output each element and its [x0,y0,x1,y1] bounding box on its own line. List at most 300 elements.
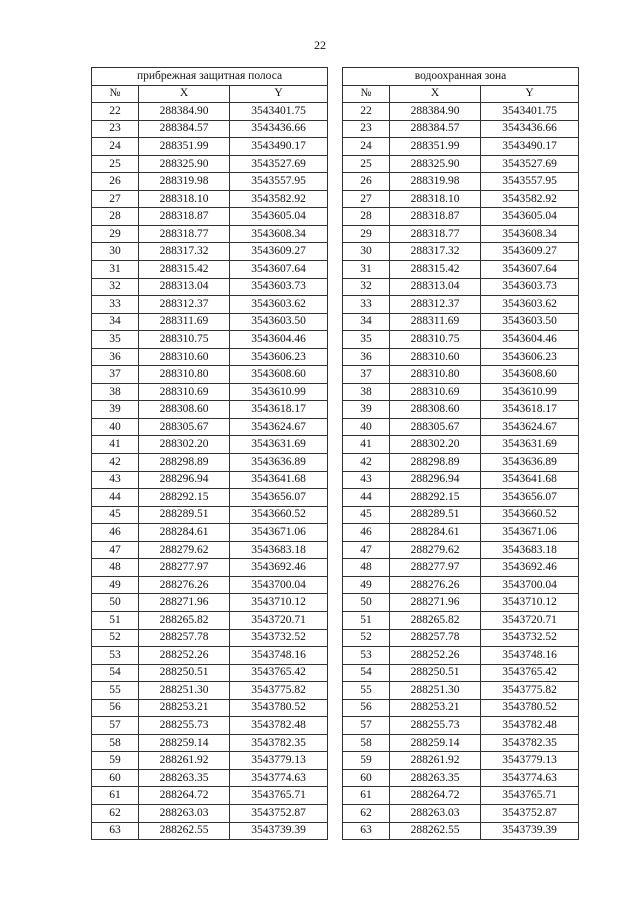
y-coordinate-cell: 3543700.04 [230,576,328,594]
point-number-cell: 42 [343,454,390,472]
table-row [343,173,579,191]
table-row [92,594,328,612]
table-title-row [92,68,328,86]
table-row [92,559,328,577]
y-coordinate-cell: 3543765.42 [481,664,579,682]
table-row [343,822,579,840]
point-number-cell: 31 [92,261,139,279]
table-row [92,524,328,542]
y-coordinate-cell: 3543610.99 [481,383,579,401]
table-row [343,804,579,822]
point-number-cell: 52 [92,629,139,647]
table-row [92,787,328,805]
x-coordinate-cell: 288252.26 [139,647,230,665]
point-number-cell: 44 [343,489,390,507]
table-row [343,366,579,384]
point-number-cell: 28 [343,208,390,226]
x-coordinate-cell: 288292.15 [139,489,230,507]
point-number-cell: 59 [92,752,139,770]
x-coordinate-cell: 288250.51 [390,664,481,682]
point-number-cell: 27 [92,190,139,208]
table-row [92,804,328,822]
point-number-cell: 61 [343,787,390,805]
y-coordinate-cell: 3543732.52 [230,629,328,647]
point-number-cell: 58 [343,734,390,752]
table-row [343,261,579,279]
x-coordinate-cell: 288318.77 [390,225,481,243]
table-row [343,278,579,296]
y-coordinate-cell: 3543739.39 [481,822,579,840]
x-coordinate-cell: 288313.04 [390,278,481,296]
point-number-cell: 25 [343,155,390,173]
table-row [92,261,328,279]
y-coordinate-cell: 3543401.75 [481,103,579,121]
table-row [92,506,328,524]
point-number-cell: 36 [343,348,390,366]
x-coordinate-cell: 288384.90 [139,103,230,121]
table-row [343,734,579,752]
point-number-cell: 33 [92,296,139,314]
point-number-cell: 34 [343,313,390,331]
point-number-cell: 63 [92,822,139,840]
y-coordinate-cell: 3543606.23 [481,348,579,366]
column-header-y: Y [481,85,579,103]
y-coordinate-cell: 3543782.35 [481,734,579,752]
x-coordinate-cell: 288308.60 [390,401,481,419]
y-coordinate-cell: 3543765.71 [230,787,328,805]
column-header-y: Y [230,85,328,103]
x-coordinate-cell: 288317.32 [390,243,481,261]
point-number-cell: 44 [92,489,139,507]
y-coordinate-cell: 3543779.13 [230,752,328,770]
table-row [343,576,579,594]
table-row [343,769,579,787]
x-coordinate-cell: 288261.92 [390,752,481,770]
point-number-cell: 58 [92,734,139,752]
x-coordinate-cell: 288265.82 [390,611,481,629]
x-coordinate-cell: 288264.72 [139,787,230,805]
table-row [343,524,579,542]
x-coordinate-cell: 288310.75 [139,331,230,349]
point-number-cell: 55 [343,682,390,700]
x-coordinate-cell: 288319.98 [390,173,481,191]
point-number-cell: 38 [343,383,390,401]
y-coordinate-cell: 3543782.48 [481,717,579,735]
point-number-cell: 50 [343,594,390,612]
table-row [92,717,328,735]
x-coordinate-cell: 288325.90 [139,155,230,173]
table-row [343,190,579,208]
table-row [343,436,579,454]
y-coordinate-cell: 3543624.67 [481,418,579,436]
y-coordinate-cell: 3543748.16 [230,647,328,665]
x-coordinate-cell: 288261.92 [139,752,230,770]
point-number-cell: 22 [92,103,139,121]
y-coordinate-cell: 3543618.17 [481,401,579,419]
table-row [92,366,328,384]
table-row [92,471,328,489]
point-number-cell: 45 [92,506,139,524]
table-row [343,471,579,489]
point-number-cell: 63 [343,822,390,840]
table-title: водоохранная зона [343,68,579,86]
x-coordinate-cell: 288317.32 [139,243,230,261]
table-header-row [343,85,579,103]
table-row [92,120,328,138]
x-coordinate-cell: 288310.75 [390,331,481,349]
x-coordinate-cell: 288312.37 [390,296,481,314]
table-row [92,138,328,156]
y-coordinate-cell: 3543610.99 [230,383,328,401]
point-number-cell: 57 [343,717,390,735]
y-coordinate-cell: 3543609.27 [230,243,328,261]
x-coordinate-cell: 288263.35 [139,769,230,787]
table-row [92,208,328,226]
point-number-cell: 32 [343,278,390,296]
table-row [343,418,579,436]
y-coordinate-cell: 3543608.34 [481,225,579,243]
x-coordinate-cell: 288284.61 [390,524,481,542]
table-row [343,506,579,524]
x-coordinate-cell: 288311.69 [390,313,481,331]
table-title: прибрежная защитная полоса [92,68,328,86]
point-number-cell: 23 [343,120,390,138]
y-coordinate-cell: 3543608.60 [481,366,579,384]
point-number-cell: 41 [92,436,139,454]
table-row [343,629,579,647]
point-number-cell: 28 [92,208,139,226]
y-coordinate-cell: 3543692.46 [481,559,579,577]
table-row [343,383,579,401]
y-coordinate-cell: 3543775.82 [230,682,328,700]
x-coordinate-cell: 288298.89 [390,454,481,472]
point-number-cell: 62 [92,804,139,822]
y-coordinate-cell: 3543436.66 [481,120,579,138]
table-row [92,647,328,665]
x-coordinate-cell: 288276.26 [390,576,481,594]
table-row [92,664,328,682]
y-coordinate-cell: 3543603.73 [230,278,328,296]
point-number-cell: 50 [92,594,139,612]
y-coordinate-cell: 3543780.52 [230,699,328,717]
x-coordinate-cell: 288311.69 [139,313,230,331]
x-coordinate-cell: 288251.30 [139,682,230,700]
point-number-cell: 24 [92,138,139,156]
table-row [92,822,328,840]
y-coordinate-cell: 3543779.13 [481,752,579,770]
y-coordinate-cell: 3543631.69 [481,436,579,454]
x-coordinate-cell: 288318.87 [139,208,230,226]
y-coordinate-cell: 3543624.67 [230,418,328,436]
table-row [92,769,328,787]
point-number-cell: 30 [343,243,390,261]
point-number-cell: 54 [343,664,390,682]
point-number-cell: 43 [343,471,390,489]
x-coordinate-cell: 288264.72 [390,787,481,805]
table-row [343,331,579,349]
y-coordinate-cell: 3543436.66 [230,120,328,138]
x-coordinate-cell: 288262.55 [390,822,481,840]
point-number-cell: 26 [92,173,139,191]
table-title-row [343,68,579,86]
y-coordinate-cell: 3543765.42 [230,664,328,682]
y-coordinate-cell: 3543582.92 [230,190,328,208]
x-coordinate-cell: 288257.78 [139,629,230,647]
y-coordinate-cell: 3543557.95 [481,173,579,191]
x-coordinate-cell: 288298.89 [139,454,230,472]
x-coordinate-cell: 288310.69 [139,383,230,401]
point-number-cell: 39 [92,401,139,419]
point-number-cell: 46 [343,524,390,542]
table-row [343,225,579,243]
x-coordinate-cell: 288271.96 [390,594,481,612]
x-coordinate-cell: 288289.51 [139,506,230,524]
y-coordinate-cell: 3543604.46 [230,331,328,349]
y-coordinate-cell: 3543606.23 [230,348,328,366]
table-row [92,541,328,559]
table-row [343,313,579,331]
point-number-cell: 56 [343,699,390,717]
x-coordinate-cell: 288351.99 [139,138,230,156]
x-coordinate-cell: 288252.26 [390,647,481,665]
point-number-cell: 47 [92,541,139,559]
table-row [343,138,579,156]
table-row [92,155,328,173]
point-number-cell: 55 [92,682,139,700]
point-number-cell: 62 [343,804,390,822]
x-coordinate-cell: 288318.77 [139,225,230,243]
x-coordinate-cell: 288250.51 [139,664,230,682]
y-coordinate-cell: 3543710.12 [481,594,579,612]
x-coordinate-cell: 288296.94 [139,471,230,489]
x-coordinate-cell: 288253.21 [390,699,481,717]
point-number-cell: 60 [92,769,139,787]
y-coordinate-cell: 3543710.12 [230,594,328,612]
table-row [92,454,328,472]
table-row [92,383,328,401]
x-coordinate-cell: 288319.98 [139,173,230,191]
x-coordinate-cell: 288284.61 [139,524,230,542]
point-number-cell: 39 [343,401,390,419]
coastal-protective-strip-table [91,67,328,840]
column-header-x: X [139,85,230,103]
table-row [92,418,328,436]
x-coordinate-cell: 288255.73 [390,717,481,735]
table-row [343,208,579,226]
table-row [92,752,328,770]
table-row [343,243,579,261]
y-coordinate-cell: 3543752.87 [230,804,328,822]
y-coordinate-cell: 3543720.71 [481,611,579,629]
x-coordinate-cell: 288263.03 [139,804,230,822]
point-number-cell: 51 [92,611,139,629]
point-number-cell: 46 [92,524,139,542]
y-coordinate-cell: 3543752.87 [481,804,579,822]
point-number-cell: 27 [343,190,390,208]
table-row [343,682,579,700]
y-coordinate-cell: 3543671.06 [481,524,579,542]
point-number-cell: 48 [343,559,390,577]
y-coordinate-cell: 3543656.07 [230,489,328,507]
table-row [92,313,328,331]
x-coordinate-cell: 288271.96 [139,594,230,612]
point-number-cell: 31 [343,261,390,279]
y-coordinate-cell: 3543780.52 [481,699,579,717]
table-row [343,401,579,419]
y-coordinate-cell: 3543603.50 [481,313,579,331]
table-row [343,717,579,735]
y-coordinate-cell: 3543774.63 [230,769,328,787]
point-number-cell: 47 [343,541,390,559]
point-number-cell: 37 [343,366,390,384]
x-coordinate-cell: 288315.42 [390,261,481,279]
y-coordinate-cell: 3543748.16 [481,647,579,665]
table-row [92,489,328,507]
y-coordinate-cell: 3543683.18 [230,541,328,559]
point-number-cell: 26 [343,173,390,191]
point-number-cell: 32 [92,278,139,296]
table-row [343,594,579,612]
point-number-cell: 59 [343,752,390,770]
point-number-cell: 60 [343,769,390,787]
table-row [92,243,328,261]
y-coordinate-cell: 3543671.06 [230,524,328,542]
point-number-cell: 29 [92,225,139,243]
table-row [92,173,328,191]
table-row [92,190,328,208]
x-coordinate-cell: 288289.51 [390,506,481,524]
table-row [92,103,328,121]
point-number-cell: 34 [92,313,139,331]
table-row [92,225,328,243]
y-coordinate-cell: 3543775.82 [481,682,579,700]
x-coordinate-cell: 288259.14 [390,734,481,752]
y-coordinate-cell: 3543608.34 [230,225,328,243]
x-coordinate-cell: 288292.15 [390,489,481,507]
table-row [343,752,579,770]
table-row [343,699,579,717]
x-coordinate-cell: 288308.60 [139,401,230,419]
x-coordinate-cell: 288279.62 [390,541,481,559]
table-row [92,401,328,419]
x-coordinate-cell: 288257.78 [390,629,481,647]
x-coordinate-cell: 288315.42 [139,261,230,279]
x-coordinate-cell: 288310.80 [390,366,481,384]
y-coordinate-cell: 3543774.63 [481,769,579,787]
y-coordinate-cell: 3543603.50 [230,313,328,331]
x-coordinate-cell: 288277.97 [139,559,230,577]
y-coordinate-cell: 3543656.07 [481,489,579,507]
point-number-cell: 52 [343,629,390,647]
point-number-cell: 53 [92,647,139,665]
y-coordinate-cell: 3543527.69 [481,155,579,173]
x-coordinate-cell: 288265.82 [139,611,230,629]
y-coordinate-cell: 3543605.04 [230,208,328,226]
table-row [343,541,579,559]
x-coordinate-cell: 288312.37 [139,296,230,314]
x-coordinate-cell: 288305.67 [139,418,230,436]
table-row [92,629,328,647]
y-coordinate-cell: 3543765.71 [481,787,579,805]
table-row [343,559,579,577]
y-coordinate-cell: 3543605.04 [481,208,579,226]
point-number-cell: 45 [343,506,390,524]
y-coordinate-cell: 3543401.75 [230,103,328,121]
x-coordinate-cell: 288276.26 [139,576,230,594]
point-number-cell: 49 [343,576,390,594]
point-number-cell: 53 [343,647,390,665]
y-coordinate-cell: 3543660.52 [230,506,328,524]
point-number-cell: 41 [343,436,390,454]
y-coordinate-cell: 3543557.95 [230,173,328,191]
y-coordinate-cell: 3543490.17 [481,138,579,156]
y-coordinate-cell: 3543720.71 [230,611,328,629]
x-coordinate-cell: 288313.04 [139,278,230,296]
column-header-number: № [343,85,390,103]
table-row [92,278,328,296]
x-coordinate-cell: 288384.90 [390,103,481,121]
y-coordinate-cell: 3543603.62 [230,296,328,314]
table-row [343,348,579,366]
x-coordinate-cell: 288351.99 [390,138,481,156]
point-number-cell: 61 [92,787,139,805]
table-row [92,348,328,366]
point-number-cell: 22 [343,103,390,121]
x-coordinate-cell: 288259.14 [139,734,230,752]
point-number-cell: 54 [92,664,139,682]
y-coordinate-cell: 3543660.52 [481,506,579,524]
table-row [92,576,328,594]
point-number-cell: 40 [92,418,139,436]
y-coordinate-cell: 3543782.35 [230,734,328,752]
x-coordinate-cell: 288384.57 [139,120,230,138]
water-protection-zone-table [342,67,579,840]
point-number-cell: 56 [92,699,139,717]
point-number-cell: 36 [92,348,139,366]
point-number-cell: 51 [343,611,390,629]
y-coordinate-cell: 3543607.64 [230,261,328,279]
y-coordinate-cell: 3543636.89 [230,454,328,472]
x-coordinate-cell: 288262.55 [139,822,230,840]
y-coordinate-cell: 3543631.69 [230,436,328,454]
x-coordinate-cell: 288310.60 [390,348,481,366]
column-header-number: № [92,85,139,103]
table-row [343,296,579,314]
table-row [92,331,328,349]
point-number-cell: 40 [343,418,390,436]
table-row [343,120,579,138]
x-coordinate-cell: 288318.87 [390,208,481,226]
table-row [343,664,579,682]
x-coordinate-cell: 288302.20 [390,436,481,454]
table-row [92,436,328,454]
y-coordinate-cell: 3543582.92 [481,190,579,208]
x-coordinate-cell: 288263.35 [390,769,481,787]
x-coordinate-cell: 288384.57 [390,120,481,138]
y-coordinate-cell: 3543683.18 [481,541,579,559]
point-number-cell: 43 [92,471,139,489]
y-coordinate-cell: 3543641.68 [481,471,579,489]
y-coordinate-cell: 3543607.64 [481,261,579,279]
column-header-x: X [390,85,481,103]
y-coordinate-cell: 3543603.62 [481,296,579,314]
point-number-cell: 25 [92,155,139,173]
y-coordinate-cell: 3543609.27 [481,243,579,261]
table-header-row [92,85,328,103]
y-coordinate-cell: 3543732.52 [481,629,579,647]
point-number-cell: 35 [343,331,390,349]
x-coordinate-cell: 288305.67 [390,418,481,436]
